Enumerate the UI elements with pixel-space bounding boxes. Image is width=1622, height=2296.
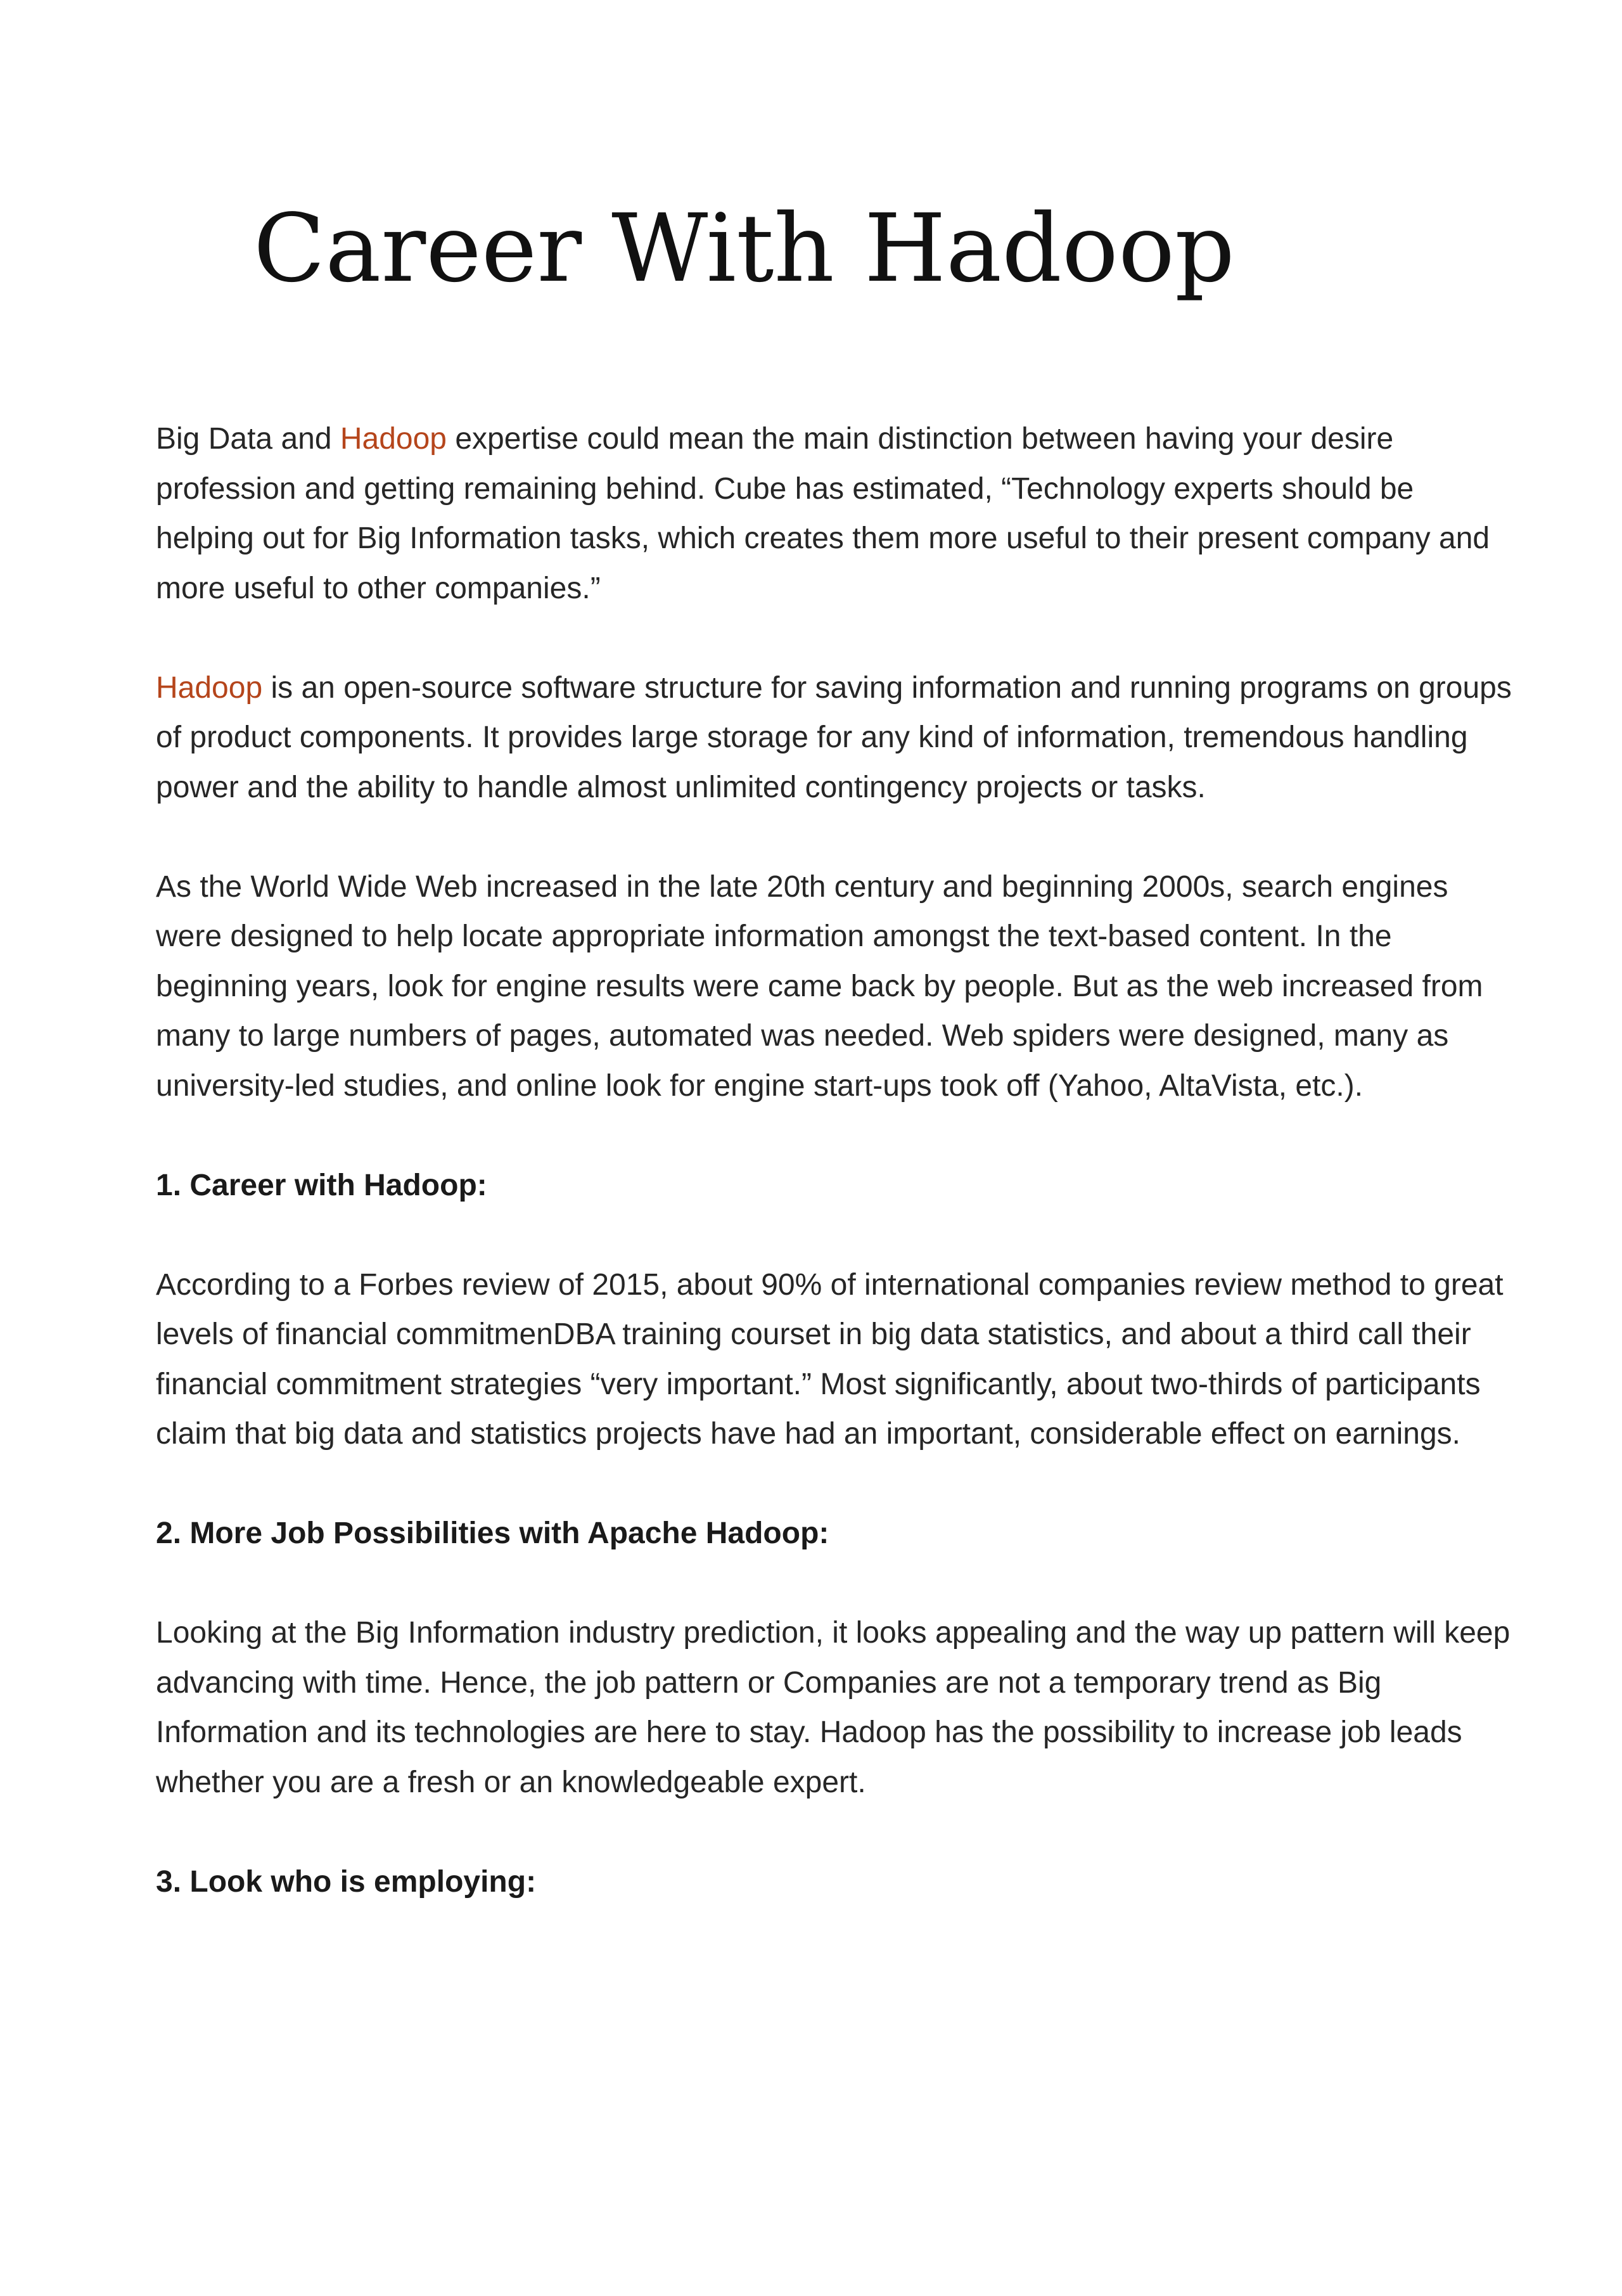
hadoop-link[interactable]: Hadoop [156,670,263,705]
section-paragraph: According to a Forbes review of 2015, about 90% of international companies review method to great levels of financial commitmenDBA training courset in big data statistics, and about a third call their financial commitment strategies “very important.” Most significantly, about two-thirds of participants claim that big data and statistics projects have had an important, considerable effect on earnings. [156,1267,1504,1451]
section-paragraph: Looking at the Big Information industry prediction, it looks appealing and the way up pattern will keep advancing with time. Hence, the job pattern or Companies are not a temporary trend as Big Information and its technologies are here to stay. Hadoop has the possibility to increase job leads whether you are a fresh or an knowledgeable expert. [156,1616,1510,1799]
section-heading: 2. More Job Possibilities with Apache Hadoop: [156,1517,829,1550]
definition-paragraph [156,664,1518,813]
history-paragraph: As the World Wide Web increased in the late 20th century and beginning 2000s, search engines were designed to help locate appropriate information amongst the text-based content. In the beginning years, look for engine results were came back by people. But as the web increased from many to large numbers of pages, automated was needed. Web spiders were designed, many as university-led studies, and online look for engine start-ups took off (Yahoo, AltaVista, etc.). [156,869,1483,1103]
definition-text: is an open-source software structure for saving information and running programs on groups of product components. It provides large storage for any kind of information, tremendous handling power and the ability to handle almost unlimited contingency projects or tasks. [156,670,1512,804]
intro-text-start: Big Data and [156,422,340,456]
section-heading: 3. Look who is employing: [156,1864,537,1899]
page-title: Career With Hadoop [253,194,1235,303]
hadoop-link[interactable]: Hadoop [340,422,447,456]
section-heading: 1. Career with Hadoop: [156,1168,487,1202]
intro-paragraph [156,414,1518,613]
intro-text-end: expertise could mean the main distinction between having your desire profession and getting remaining behind. Cube has estimated, “Technology experts should be helping out for Big Information tasks, which creates them more useful to their present company and more useful to other companies.” [156,422,1490,605]
article-body [156,414,1518,1957]
